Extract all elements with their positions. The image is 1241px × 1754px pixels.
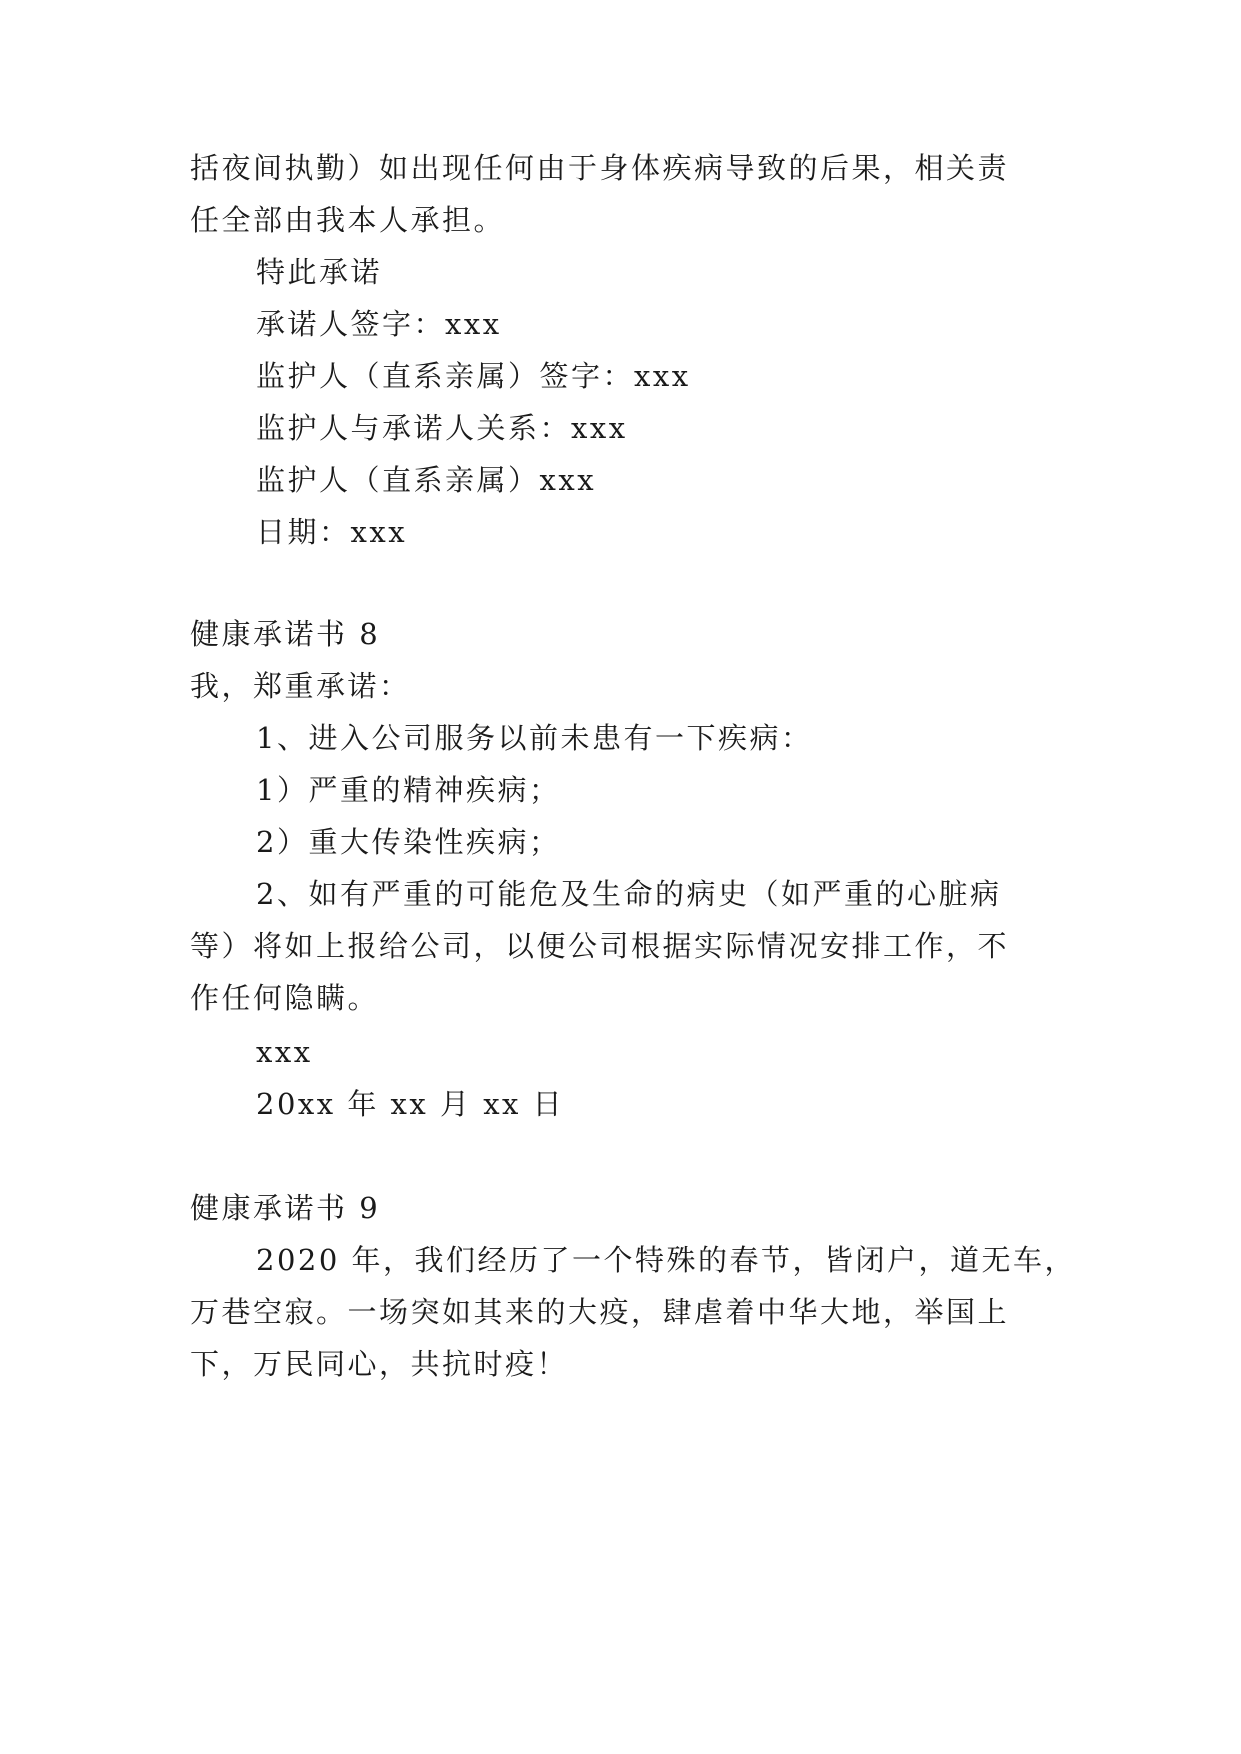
- paragraph-line: 下，万民同心，共抗时疫！: [190, 1347, 569, 1381]
- opening-line: 我，郑重承诺：: [190, 669, 411, 703]
- signer-line: xxx: [256, 1035, 313, 1069]
- signature-line: 监护人与承诺人关系：xxx: [256, 411, 628, 445]
- paragraph-line: 作任何隐瞒。: [190, 981, 380, 1015]
- paragraph-line: 2020 年，我们经历了一个特殊的春节，皆闭户，道无车，: [256, 1243, 1077, 1277]
- signature-line: 监护人（直系亲属）xxx: [256, 463, 597, 497]
- list-item: 2、如有严重的可能危及生命的病史（如严重的心脏病: [256, 877, 1002, 911]
- paragraph-line: 括夜间执勤）如出现任何由于身体疾病导致的后果，相关责: [190, 151, 1010, 185]
- section-title: 健康承诺书 8: [190, 617, 381, 651]
- paragraph-line: 任全部由我本人承担。: [190, 203, 506, 237]
- paragraph-line: 等）将如上报给公司，以便公司根据实际情况安排工作，不: [190, 929, 1010, 963]
- list-item: 1）严重的精神疾病；: [256, 773, 561, 807]
- signature-line: 承诺人签字：xxx: [256, 307, 502, 341]
- signature-line: 监护人（直系亲属）签字：xxx: [256, 359, 691, 393]
- list-item: 2）重大传染性疾病；: [256, 825, 561, 859]
- date-line: 日期：xxx: [256, 515, 408, 549]
- section-title: 健康承诺书 9: [190, 1191, 381, 1225]
- list-item: 1、进入公司服务以前未患有一下疾病：: [256, 721, 813, 755]
- paragraph-line: 万巷空寂。一场突如其来的大疫，肆虐着中华大地，举国上: [190, 1295, 1010, 1329]
- date-line: 20xx 年 xx 月 xx 日: [256, 1087, 565, 1121]
- closing-text: 特此承诺: [256, 255, 383, 289]
